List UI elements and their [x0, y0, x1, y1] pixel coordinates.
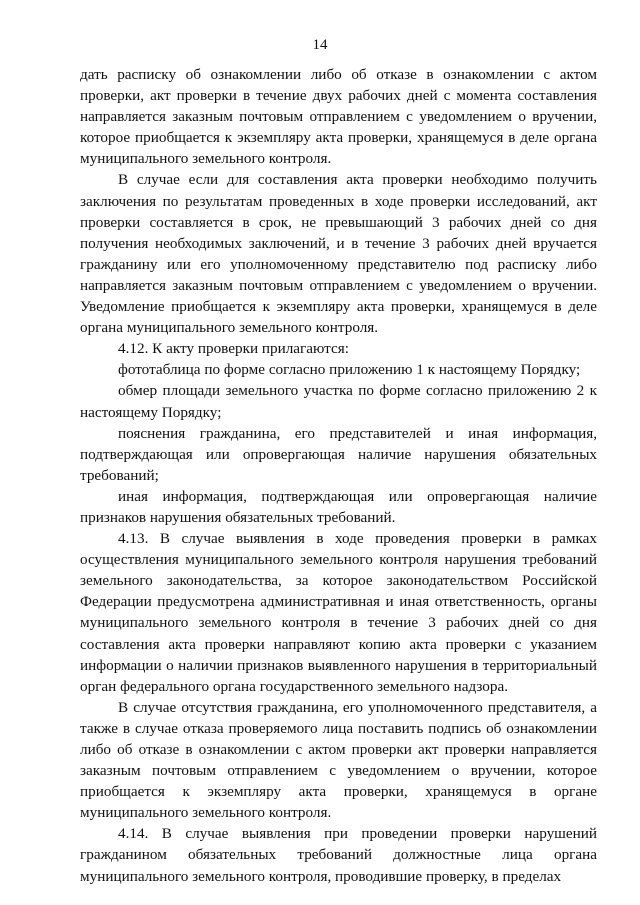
- paragraph-explanations: пояснения гражданина, его представителей и иная информация, подтверждающая или опровергающая наличие нарушения обязательных требований;: [80, 424, 597, 484]
- paragraph-conclusions: В случае если для составления акта проверки необходимо получить заключения по результатам проведенных в ходе проверки исследований, акт проверки составляется в срок, не превышающий 3 рабочих дней со дня получения необходимых заключений, и в течение 3 рабочих дней вручается гражданину или его уполномоченному представителю под расписку либо направляется заказным почтовым отправлением с уведомлением о вручении. Уведомление приобщается к экземпляру акта проверки, хранящемуся в деле органа муниципального земельного контроля.: [80, 171, 597, 337]
- document-body: [80, 64, 597, 887]
- paragraph-continuation: дать расписку об ознакомлении либо об отказе в ознакомлении с актом проверки, акт проверки в течение двух рабочих дней с момента составления направляется заказным почтовым отправлением с уведомлением о вручении, которое приобщается к экземпляру акта проверки, хранящемуся в деле органа муниципального земельного контроля.: [80, 66, 597, 168]
- page-number: 14: [312, 37, 328, 53]
- paragraph-absence-of-citizen: В случае отсутствия гражданина, его уполномоченного представителя, а также в случае отказа проверяемого лица поставить подпись об ознакомлении либо об отказе в ознакомлении с актом проверки акт проверки направляется заказным почтовым отправлением с уведомлением о вручении, которое приобщается к экземпляру акта проверки, хранящемуся в органе муниципального земельного контроля.: [80, 698, 597, 822]
- paragraph-4-14: 4.14. В случае выявления при проведении проверки нарушений гражданином обязательных требований должностные лица органа муниципального земельного контроля, проводившие проверку, в пределах: [80, 825, 597, 885]
- paragraph-other-information: иная информация, подтверждающая или опровергающая наличие признаков нарушения обязательных требований.: [80, 487, 597, 526]
- paragraph-4-12-heading: 4.12. К акту проверки прилагаются:: [118, 340, 349, 358]
- paragraph-phototable: фототаблица по форме согласно приложению 1 к настоящему Порядку;: [118, 361, 581, 379]
- paragraph-4-13: 4.13. В случае выявления в ходе проведения проверки в рамках осуществления муниципального земельного контроля нарушения требований земельного законодательства, за которое законодательством Российской Федерации предусмотрена административная и иная ответственность, органы муниципального земельного контроля в течение 3 рабочих дней со дня составления акта проверки направляют копию акта проверки с указанием информации о наличии признаков выявленного нарушения в территориальный орган федерального органа государственного земельного надзора.: [80, 530, 597, 695]
- paragraph-land-measurement: обмер площади земельного участка по форме согласно приложению 2 к настоящему Порядку;: [80, 382, 597, 421]
